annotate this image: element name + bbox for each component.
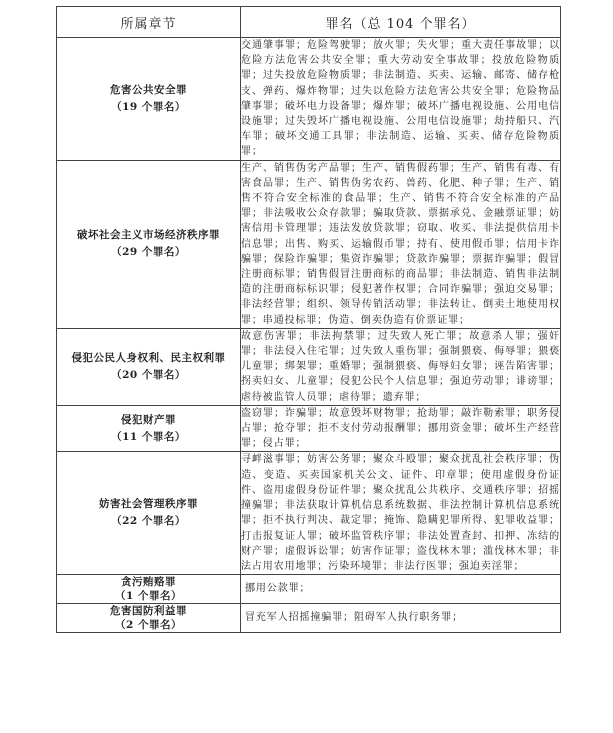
chapter-name: 危害公共安全罪 bbox=[110, 83, 187, 96]
table-row bbox=[57, 328, 561, 405]
chapter-count: （20 个罪名） bbox=[111, 368, 186, 381]
crimes-cell: 盗窃罪；诈骗罪；故意毁坏财物罪；抢劫罪；敲诈勒索罪；职务侵占罪；抢夺罪；拒不支付劳动报酬罪；挪用资金罪；破坏生产经营罪；侵占罪； bbox=[241, 405, 561, 452]
chapter-cell bbox=[57, 38, 241, 161]
chapter-cell bbox=[57, 452, 241, 575]
crimes-cell: 挪用公款罪； bbox=[241, 575, 561, 604]
chapter-cell bbox=[57, 160, 241, 328]
chapter-count: （29 个罪名） bbox=[111, 246, 186, 259]
table-header-row bbox=[57, 7, 561, 38]
header-crimes: 罪名（总 104 个罪名） bbox=[241, 7, 561, 38]
table-row bbox=[57, 405, 561, 452]
crimes-cell: 故意伤害罪；非法拘禁罪；过失致人死亡罪；故意杀人罪；强奸罪；非法侵入住宅罪；过失致人重伤罪；强制猥亵、侮辱罪；猥亵儿童罪；绑架罪；重婚罪；强制猥亵、侮辱妇女罪；诬告陷害罪；拐卖妇女、儿童罪；侵犯公民个人信息罪；强迫劳动罪；诽谤罪；虐待被监管人员罪；虐待罪；遗弃罪； bbox=[241, 328, 561, 405]
table-row bbox=[57, 604, 561, 633]
chapter-name: 妨害社会管理秩序罪 bbox=[99, 498, 198, 511]
chapter-count: （2 个罪名） bbox=[115, 619, 182, 632]
chapter-cell bbox=[57, 575, 241, 604]
table-row bbox=[57, 452, 561, 575]
table-row bbox=[57, 575, 561, 604]
table-row bbox=[57, 38, 561, 161]
chapter-name: 危害国防利益罪 bbox=[110, 605, 187, 618]
chapter-cell bbox=[57, 328, 241, 405]
crimes-cell: 寻衅滋事罪；妨害公务罪；聚众斗殴罪；聚众扰乱社会秩序罪；伪造、变造、买卖国家机关公文、证件、印章罪；使用虚假身份证件、盗用虚假身份证件罪；聚众扰乱公共秩序、交通秩序罪；招摇撞骗罪；非法获取计算机信息系统数据、非法控制计算机信息系统罪；拒不执行判决、裁定罪；掩饰、隐瞒犯罪所得、犯罪收益罪；打击报复证人罪；破坏监管秩序罪；非法处置查封、扣押、冻结的财产罪；虚假诉讼罪；妨害作证罪；盗伐林木罪；滥伐林木罪；非法占用农用地罪；污染环境罪；非法行医罪；强迫卖淫罪； bbox=[241, 452, 561, 575]
chapter-name: 侵犯财产罪 bbox=[121, 413, 176, 426]
chapter-name: 侵犯公民人身权利、民主权利罪 bbox=[71, 351, 226, 364]
chapter-name: 贪污贿赂罪 bbox=[121, 576, 176, 589]
chapter-name: 破坏社会主义市场经济秩序罪 bbox=[77, 229, 220, 242]
chapter-count: （19 个罪名） bbox=[111, 100, 186, 113]
table-row bbox=[57, 160, 561, 328]
chapter-count: （1 个罪名） bbox=[115, 590, 182, 603]
chapter-cell bbox=[57, 604, 241, 633]
crimes-cell: 生产、销售伪劣产品罪；生产、销售假药罪；生产、销售有毒、有害食品罪；生产、销售伪劣农药、兽药、化肥、种子罪；生产、销售不符合安全标准的食品罪；生产、销售不符合安全标准的产品罪；非法吸收公众存款罪；骗取贷款、票据承兑、金融票证罪；妨害信用卡管理罪；违法发放贷款罪；窃取、收买、非法提供信用卡信息罪；出售、购买、运输假币罪；持有、使用假币罪；信用卡诈骗罪；保险诈骗罪；集资诈骗罪；贷款诈骗罪；票据诈骗罪；假冒注册商标罪；销售假冒注册商标的商品罪；非法制造、销售非法制造的注册商标标识罪；侵犯著作权罪；合同诈骗罪；强迫交易罪；非法经营罪；组织、领导传销活动罪；非法转让、倒卖土地使用权罪；串通投标罪；伪造、倒卖伪造有价票证罪； bbox=[241, 160, 561, 328]
chapter-cell bbox=[57, 405, 241, 452]
crimes-cell: 冒充军人招摇撞骗罪；阻碍军人执行职务罪； bbox=[241, 604, 561, 633]
chapter-count: （22 个罪名） bbox=[111, 515, 186, 528]
crimes-cell: 交通肇事罪；危险驾驶罪；放火罪；失火罪；重大责任事故罪；以危险方法危害公共安全罪；重大劳动安全事故罪；投放危险物质罪；过失投放危险物质罪；非法制造、买卖、运输、邮寄、储存枪支、弹药、爆炸物罪；过失以危险方法危害公共安全罪；危险物品肇事罪；破坏电力设备罪；爆炸罪；破坏广播电视设施、公用电信设施罪；过失毁坏广播电视设施、公用电信设施罪；劫持船只、汽车罪；破坏交通工具罪；非法制造、运输、买卖、储存危险物质罪； bbox=[241, 38, 561, 161]
header-chapter: 所属章节 bbox=[57, 7, 241, 38]
crimes-table bbox=[56, 6, 561, 633]
chapter-count: （11 个罪名） bbox=[111, 430, 186, 443]
